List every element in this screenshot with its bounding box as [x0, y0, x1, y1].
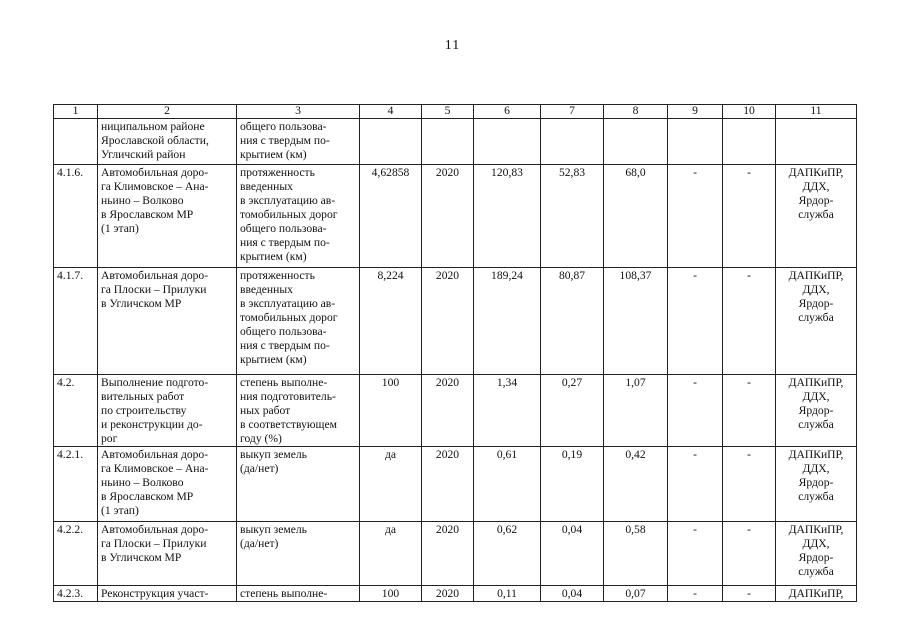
year-cell [422, 522, 474, 586]
federal-cell [541, 447, 604, 522]
name-cell [98, 375, 237, 447]
table-row [54, 586, 857, 602]
executor-cell-text: ДАПКиПР, [788, 587, 844, 600]
name-cell [98, 165, 237, 268]
indicator-cell [237, 268, 360, 375]
year-cell [422, 375, 474, 447]
year-cell-text: 2020 [435, 166, 460, 179]
indicator-cell-text: степень выполне- ния подготовитель- ных работ в соответствующем году (%) [240, 376, 337, 445]
name-cell-text: Реконструкция участ- [101, 587, 209, 600]
value-cell-text: 100 [381, 376, 400, 389]
executor-cell [776, 119, 857, 165]
code-cell [54, 447, 98, 522]
name-cell-text: Выполнение подгото- вительных работ по строительству и реконструкции до- рог [101, 376, 209, 445]
name-cell [98, 268, 237, 375]
total-cell-text: 0,61 [496, 448, 518, 461]
total-cell-text: 189,24 [491, 269, 523, 282]
executor-cell [776, 447, 857, 522]
total-cell [474, 165, 541, 268]
total-cell-text: 120,83 [491, 166, 523, 179]
code-cell-text: 4.2.1. [57, 448, 84, 461]
header-cell: 8 [604, 105, 668, 119]
regional-cell-text: 108,37 [619, 269, 652, 282]
col9-cell-text: - [693, 269, 697, 282]
header-cell: 10 [723, 105, 776, 119]
executor-cell-text: ДАПКиПР, ДДХ, Ярдор- служба [788, 448, 844, 503]
value-cell [360, 522, 422, 586]
col10-cell [723, 447, 776, 522]
table-row [54, 268, 857, 375]
indicator-cell [237, 375, 360, 447]
total-cell [474, 586, 541, 602]
value-cell [360, 268, 422, 375]
federal-cell-text: 80,87 [558, 269, 586, 282]
indicator-cell-text: выкуп земель (да/нет) [240, 448, 307, 475]
regional-cell-text: 0,58 [625, 523, 646, 536]
regional-cell [604, 586, 668, 602]
value-cell [360, 586, 422, 602]
col10-cell [723, 586, 776, 602]
executor-cell-text: ДАПКиПР, ДДХ, Ярдор- служба [788, 166, 844, 221]
regional-cell-text: 0,07 [625, 587, 646, 600]
federal-cell [541, 165, 604, 268]
indicator-cell [237, 119, 360, 165]
name-cell-text: Автомобильная доро- га Климовское – Ана- ньино – Волково в Ярославском МР (1 этап) [101, 448, 209, 517]
executor-cell-text: ДАПКиПР, ДДХ, Ярдор- служба [788, 376, 844, 431]
indicator-cell-text: степень выполне- [240, 587, 328, 600]
header-cell: 7 [541, 105, 604, 119]
name-cell-text: Автомобильная доро- га Плоски – Прилуки в Угличском МР [101, 523, 209, 564]
program-table [53, 104, 857, 602]
indicator-cell-text: общего пользова- ния с твердым по- крытием (км) [240, 120, 330, 161]
header-cell: 3 [237, 105, 360, 119]
executor-cell-text: ДАПКиПР, ДДХ, Ярдор- служба [788, 269, 844, 324]
name-cell [98, 586, 237, 602]
year-cell [422, 268, 474, 375]
federal-cell-text: 0,19 [561, 448, 583, 461]
value-cell [360, 165, 422, 268]
regional-cell [604, 119, 668, 165]
col9-cell-text: - [693, 587, 697, 600]
executor-cell [776, 586, 857, 602]
code-cell-text: 4.1.6. [57, 166, 84, 179]
col9-cell [668, 586, 723, 602]
value-cell [360, 447, 422, 522]
col9-cell [668, 165, 723, 268]
indicator-cell-text: протяженность введенных в эксплуатацию ав- томобильных дорог общего пользова- ния с твердым по- крытием (км) [240, 166, 338, 263]
col9-cell [668, 119, 723, 165]
header-cell: 11 [776, 105, 857, 119]
col10-cell-text: - [747, 376, 751, 389]
total-cell [474, 375, 541, 447]
federal-cell [541, 586, 604, 602]
total-cell [474, 119, 541, 165]
col10-cell [723, 268, 776, 375]
col9-cell-text: - [693, 166, 697, 179]
regional-cell [604, 522, 668, 586]
executor-cell-text: ДАПКиПР, ДДХ, Ярдор- служба [788, 523, 844, 578]
regional-cell [604, 268, 668, 375]
executor-cell [776, 165, 857, 268]
value-cell-text: да [384, 448, 397, 461]
federal-cell [541, 375, 604, 447]
code-cell-text: 4.2. [57, 376, 75, 389]
col9-cell-text: - [693, 523, 697, 536]
name-cell [98, 447, 237, 522]
total-cell [474, 268, 541, 375]
col9-cell-text: - [693, 376, 697, 389]
federal-cell [541, 268, 604, 375]
total-cell-text: 1,34 [496, 376, 518, 389]
name-cell-text: Автомобильная доро- га Плоски – Прилуки в Угличском МР [101, 269, 209, 310]
table-row [54, 522, 857, 586]
year-cell-text: 2020 [435, 269, 460, 282]
value-cell-text: 100 [381, 587, 400, 600]
name-cell-text: ниципальном районе Ярославской области, Угличский район [101, 120, 209, 161]
header-cell: 9 [668, 105, 723, 119]
col10-cell-text: - [747, 587, 751, 600]
indicator-cell [237, 165, 360, 268]
code-cell [54, 119, 98, 165]
executor-cell [776, 268, 857, 375]
header-cell: 2 [98, 105, 237, 119]
executor-cell [776, 375, 857, 447]
indicator-cell [237, 447, 360, 522]
regional-cell-text: 68,0 [625, 166, 646, 179]
col10-cell [723, 119, 776, 165]
col10-cell [723, 522, 776, 586]
header-cell: 1 [54, 105, 98, 119]
federal-cell-text: 0,04 [561, 587, 583, 600]
header-row [54, 105, 857, 119]
value-cell [360, 119, 422, 165]
name-cell [98, 119, 237, 165]
code-cell [54, 375, 98, 447]
regional-cell [604, 447, 668, 522]
page-number: 11 [444, 38, 461, 53]
regional-cell-text: 0,42 [625, 448, 646, 461]
federal-cell-text: 0,27 [561, 376, 583, 389]
indicator-cell-text: протяженность введенных в эксплуатацию ав- томобильных дорог общего пользова- ния с твердым по- крытием (км) [240, 269, 338, 366]
year-cell-text: 2020 [435, 376, 460, 389]
col10-cell-text: - [747, 166, 751, 179]
col9-cell [668, 268, 723, 375]
code-cell [54, 586, 98, 602]
year-cell-text: 2020 [435, 587, 460, 600]
code-cell-text: 4.2.2. [57, 523, 84, 536]
federal-cell-text: 52,83 [558, 166, 586, 179]
year-cell [422, 447, 474, 522]
table-row [54, 447, 857, 522]
col9-cell [668, 522, 723, 586]
year-cell [422, 586, 474, 602]
col10-cell-text: - [747, 269, 751, 282]
col10-cell [723, 375, 776, 447]
name-cell-text: Автомобильная доро- га Климовское – Ана- ньино – Волково в Ярославском МР (1 этап) [101, 166, 209, 235]
value-cell-text: 8,224 [377, 269, 404, 282]
col10-cell-text: - [747, 523, 751, 536]
total-cell-text: 0,11 [497, 587, 517, 600]
indicator-cell [237, 586, 360, 602]
value-cell-text: 4,62858 [371, 166, 410, 179]
table-row [54, 119, 857, 165]
year-cell [422, 119, 474, 165]
col9-cell [668, 375, 723, 447]
header-cell: 6 [474, 105, 541, 119]
code-cell [54, 165, 98, 268]
federal-cell [541, 119, 604, 165]
code-cell [54, 268, 98, 375]
name-cell [98, 522, 237, 586]
col10-cell [723, 165, 776, 268]
header-cell: 4 [360, 105, 422, 119]
regional-cell [604, 375, 668, 447]
col9-cell [668, 447, 723, 522]
col10-cell-text: - [747, 448, 751, 461]
code-cell-text: 4.2.3. [57, 587, 84, 600]
code-cell [54, 522, 98, 586]
col9-cell-text: - [693, 448, 697, 461]
year-cell-text: 2020 [435, 448, 460, 461]
value-cell-text: да [384, 523, 397, 536]
year-cell [422, 165, 474, 268]
value-cell [360, 375, 422, 447]
total-cell-text: 0,62 [496, 523, 518, 536]
table-row [54, 165, 857, 268]
table-row [54, 375, 857, 447]
total-cell [474, 522, 541, 586]
header-cell: 5 [422, 105, 474, 119]
federal-cell-text: 0,04 [561, 523, 583, 536]
indicator-cell [237, 522, 360, 586]
federal-cell [541, 522, 604, 586]
executor-cell [776, 522, 857, 586]
year-cell-text: 2020 [435, 523, 460, 536]
total-cell [474, 447, 541, 522]
code-cell-text: 4.1.7. [57, 269, 84, 282]
regional-cell-text: 1,07 [625, 376, 646, 389]
indicator-cell-text: выкуп земель (да/нет) [240, 523, 307, 550]
regional-cell [604, 165, 668, 268]
